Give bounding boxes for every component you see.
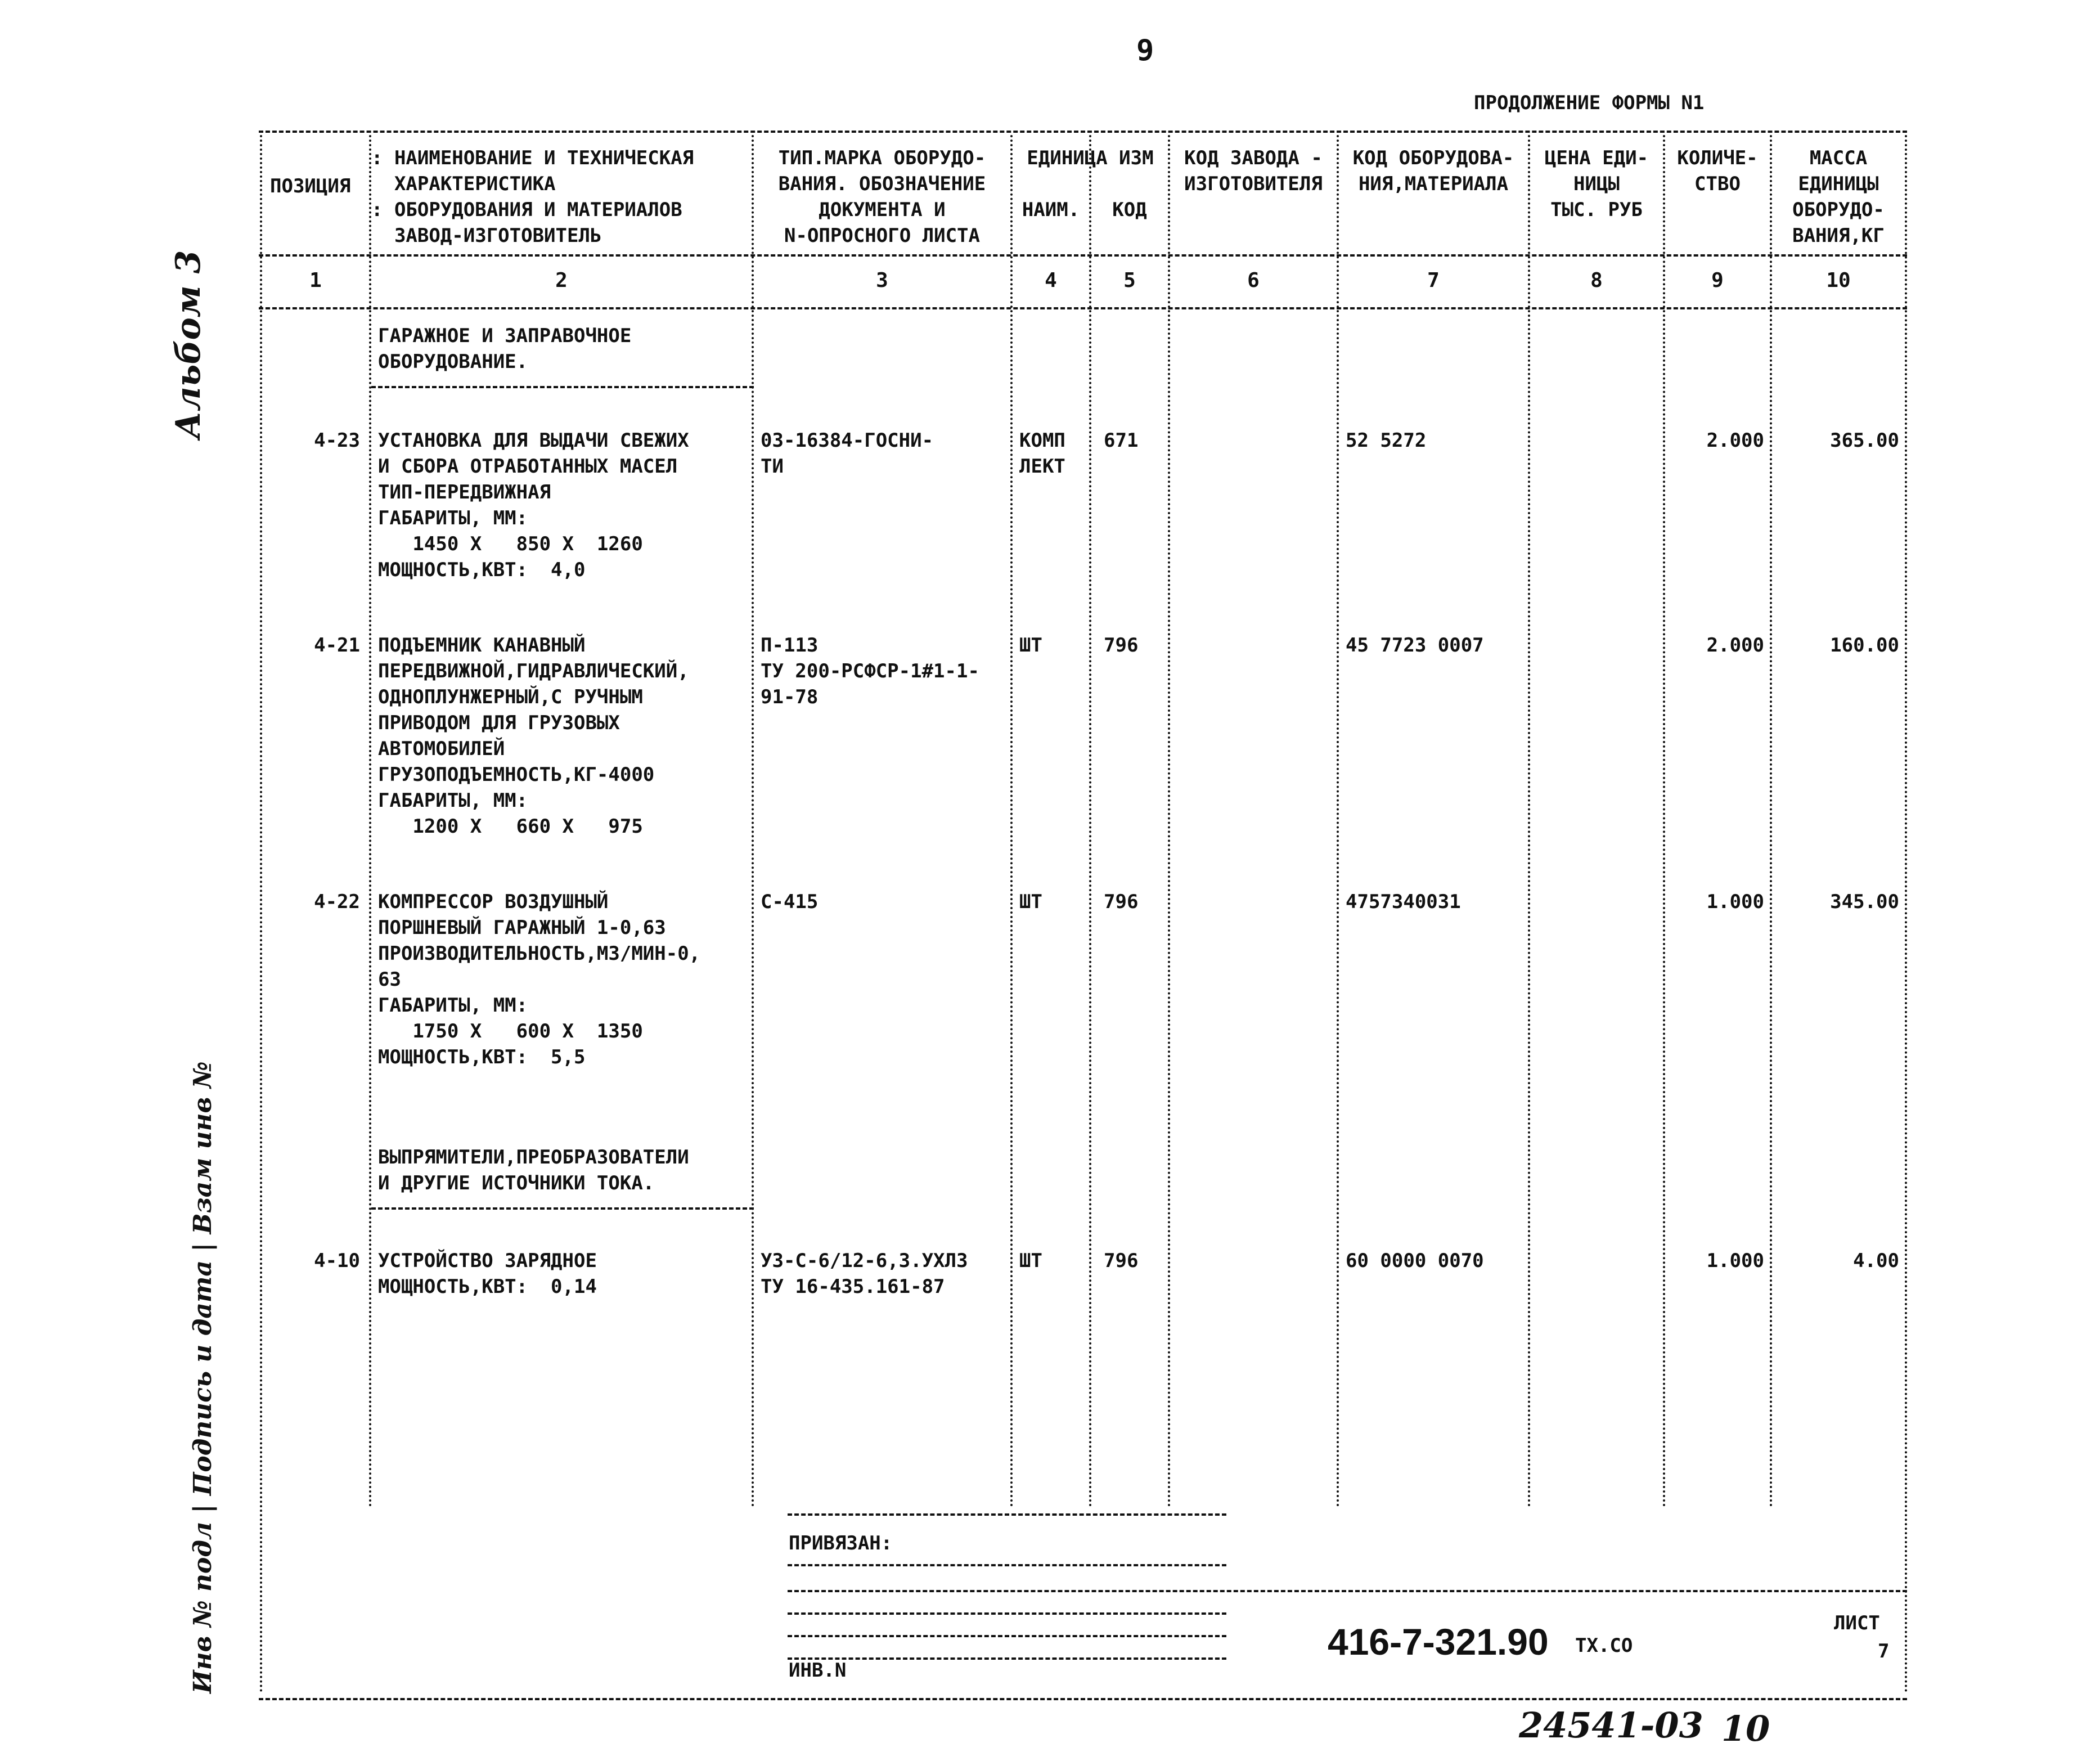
privyazan-label: ПРИВЯЗАН:	[789, 1532, 893, 1555]
table-row-unit: КОМП ЛЕКТ	[1019, 429, 1065, 478]
colnum-8: 8	[1590, 269, 1603, 292]
album-note: Альбом 3	[169, 250, 208, 439]
header-unit-code: КОД	[1112, 199, 1147, 221]
table-row-name: ПОДЪЕМНИК КАНАВНЫЙ ПЕРЕДВИЖНОЙ,ГИДРАВЛИЧЕСКИЙ, ОДНОПЛУНЖЕРНЫЙ,С РУЧНЫМ ПРИВОДОМ ДЛЯ ГРУЗОВЫХ АВТОМОБИЛЕЙ ГРУЗОПОДЪЕМНОСТЬ,КГ-4000 ГАБАРИТЫ, ММ: 1200 X 660 X 975	[378, 634, 689, 838]
header-name: : НАИМЕНОВАНИЕ И ТЕХНИЧЕСКАЯ ХАРАКТЕРИСТИКА : ОБОРУДОВАНИЯ И МАТЕРИАЛОВ ЗАВОД-ИЗГОТОВИТЕЛЬ	[371, 147, 694, 247]
colnum-4: 4	[1045, 269, 1057, 292]
table-row-type: 03-16384-ГОСНИ- ТИ	[761, 429, 934, 478]
header-unit-name: НАИМ.	[1022, 199, 1080, 221]
table-row-unit-code: 796	[1104, 1250, 1139, 1272]
table-row-name: КОМПРЕССОР ВОЗДУШНЫЙ ПОРШНЕВЫЙ ГАРАЖНЫЙ 1-0,63 ПРОИЗВОДИТЕЛЬНОСТЬ,М3/МИН-0, 63 ГАБАРИТЫ, ММ: 1750 X 600 X 1350 МОЩНОСТЬ,КВТ: 5,5	[378, 891, 701, 1068]
table-row-mass: 345.00	[1830, 891, 1899, 913]
header-bottom-rule	[259, 254, 1907, 257]
col-sep-11	[1905, 135, 1907, 1693]
colnum-10: 10	[1826, 269, 1851, 292]
stamp-rule-2	[788, 1564, 1226, 1566]
colnum-bottom-rule	[259, 307, 1907, 309]
stamp-rule-5	[788, 1635, 1226, 1637]
section2-underline	[371, 1207, 754, 1210]
table-row-quantity: 1.000	[1706, 1250, 1764, 1272]
stamp-rule-1	[788, 1513, 1226, 1516]
table-row-name: УСТРОЙСТВО ЗАРЯДНОЕ МОЩНОСТЬ,КВТ: 0,14	[378, 1250, 597, 1298]
col-sep-8	[1528, 135, 1530, 1508]
table-row-okp: 52 5272	[1346, 429, 1427, 452]
table-row-quantity: 2.000	[1706, 429, 1764, 452]
col-sep-4	[1010, 135, 1013, 1508]
colnum-3: 3	[876, 269, 888, 292]
table-row-unit-code: 796	[1104, 634, 1139, 657]
header-unit: ЕДИНИЦА ИЗМ	[1027, 147, 1154, 169]
stamp-rule-3	[788, 1590, 1907, 1592]
archive-number: 24541-03	[1519, 1705, 1703, 1746]
colnum-7: 7	[1427, 269, 1440, 292]
margin-stamp: Инв № подл | Подпись и дата | Взам инв №	[188, 1061, 217, 1693]
document-suffix: ТХ.СО	[1575, 1634, 1633, 1657]
header-mass: МАССА ЕДИНИЦЫ ОБОРУДО- ВАНИЯ,КГ	[1792, 147, 1885, 247]
colnum-2: 2	[555, 269, 568, 292]
sheet-label: ЛИСТ	[1834, 1612, 1880, 1634]
header-factory-code: КОД ЗАВОДА - ИЗГОТОВИТЕЛЯ	[1184, 147, 1323, 195]
colnum-6: 6	[1247, 269, 1260, 292]
table-row-okp: 45 7723 0007	[1346, 634, 1484, 657]
table-row-unit-code: 796	[1104, 891, 1139, 913]
table-row-mass: 4.00	[1853, 1250, 1899, 1272]
col-sep-9	[1663, 135, 1665, 1508]
col-sep-3	[752, 135, 754, 1508]
stamp-rule-4	[788, 1612, 1226, 1615]
header-quantity: КОЛИЧЕ- СТВО	[1677, 147, 1758, 195]
table-row-unit: ШТ	[1019, 634, 1042, 657]
header-price: ЦЕНА ЕДИ- НИЦЫ ТЫС. РУБ	[1544, 147, 1649, 221]
col-sep-1	[260, 135, 262, 1693]
table-row-unit-code: 671	[1104, 429, 1139, 452]
section-garage: ГАРАЖНОЕ И ЗАПРАВОЧНОЕ ОБОРУДОВАНИЕ.	[378, 325, 632, 373]
table-top-rule	[259, 131, 1907, 133]
section-power: ВЫПРЯМИТЕЛИ,ПРЕОБРАЗОВАТЕЛИ И ДРУГИЕ ИСТОЧНИКИ ТОКА.	[378, 1146, 689, 1194]
archive-page: 10	[1721, 1708, 1770, 1749]
form-title: ПРОДОЛЖЕНИЕ ФОРМЫ N1	[1474, 92, 1705, 114]
col-sep-10	[1770, 135, 1772, 1508]
table-row-position: 4-10	[314, 1250, 360, 1272]
table-row-position: 4-21	[314, 634, 360, 657]
colnum-5: 5	[1123, 269, 1136, 292]
table-row-name: УСТАНОВКА ДЛЯ ВЫДАЧИ СВЕЖИХ И СБОРА ОТРАБОТАННЫХ МАСЕЛ ТИП-ПЕРЕДВИЖНАЯ ГАБАРИТЫ, ММ: 1450 X 850 X 1260 МОЩНОСТЬ,КВТ: 4,0	[378, 429, 689, 581]
table-row-quantity: 1.000	[1706, 891, 1764, 913]
table-row-okp: 60 0000 0070	[1346, 1250, 1484, 1272]
section1-underline	[371, 386, 754, 388]
header-position: ПОЗИЦИЯ	[270, 175, 351, 197]
colnum-1: 1	[309, 269, 322, 292]
table-row-position: 4-23	[314, 429, 360, 452]
col-sep-2	[369, 135, 371, 1508]
table-row-type: С-415	[761, 891, 819, 913]
stamp-rule-6	[788, 1657, 1226, 1660]
table-row-type: УЗ-С-6/12-6,3.УХЛ3 ТУ 16-435.161-87	[761, 1250, 968, 1298]
table-row-quantity: 2.000	[1706, 634, 1764, 657]
inv-label: ИНВ.N	[789, 1659, 847, 1682]
colnum-9: 9	[1711, 269, 1724, 292]
table-row-unit: ШТ	[1019, 1250, 1042, 1272]
page-number: 9	[1136, 34, 1154, 68]
table-row-type: П-113 ТУ 200-РСФСР-1#1-1- 91-78	[761, 634, 979, 708]
table-row-okp: 4757340031	[1346, 891, 1461, 913]
table-row-mass: 160.00	[1830, 634, 1899, 657]
col-sep-5	[1089, 135, 1091, 1508]
header-type: ТИП.МАРКА ОБОРУДО- ВАНИЯ. ОБОЗНАЧЕНИЕ ДОКУМЕНТА И N-ОПРОСНОГО ЛИСТА	[778, 147, 986, 247]
table-row-mass: 365.00	[1830, 429, 1899, 452]
table-row-unit: ШТ	[1019, 891, 1042, 913]
document-code: 416-7-321.90	[1328, 1621, 1549, 1663]
sheet-value: 7	[1878, 1640, 1890, 1663]
col-sep-7	[1337, 135, 1339, 1508]
col-sep-6	[1168, 135, 1170, 1508]
table-bottom-rule	[259, 1698, 1907, 1700]
table-row-position: 4-22	[314, 891, 360, 913]
header-equipment-code: КОД ОБОРУДОВА- НИЯ,МАТЕРИАЛА	[1352, 147, 1514, 195]
